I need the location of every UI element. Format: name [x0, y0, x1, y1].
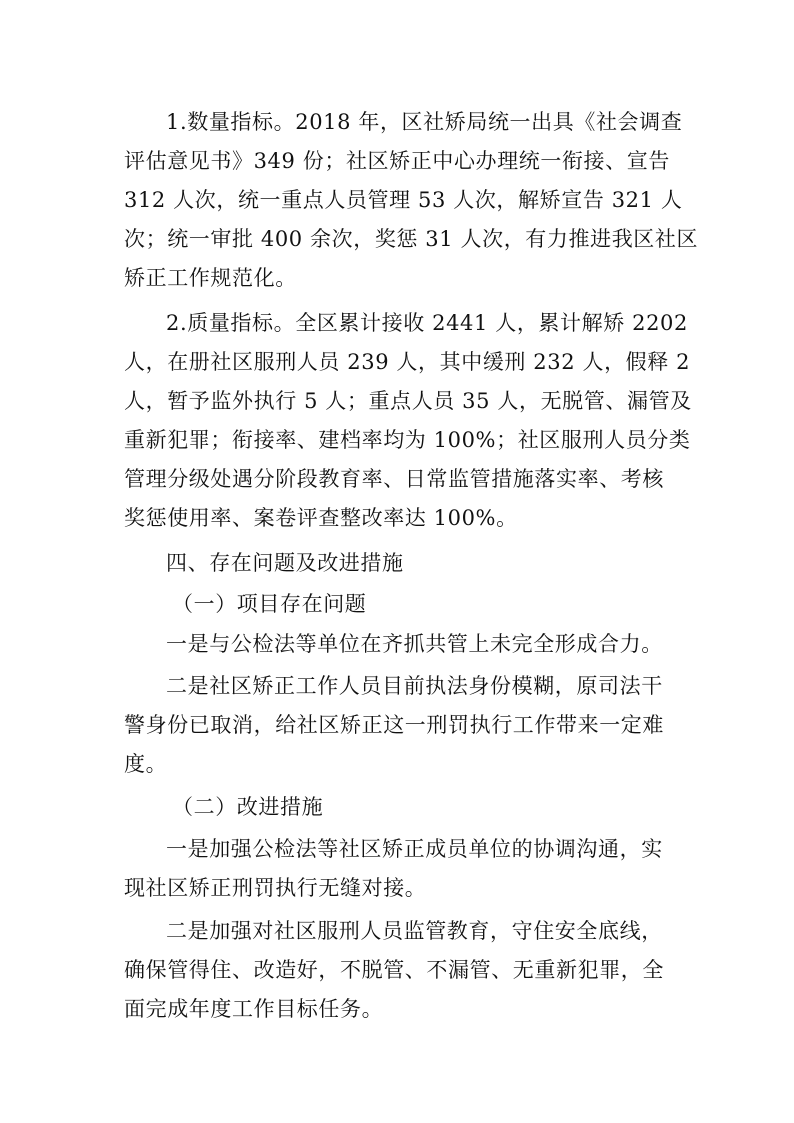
paragraph-quality-line-1: 2.质量指标。全区累计接收 2441 人，累计解矫 2202: [166, 311, 688, 335]
paragraph-measure2-line-3: 面完成年度工作目标任务。: [124, 997, 384, 1021]
paragraph-measure2-line-2: 确保管得住、改造好，不脱管、不漏管、无重新犯罪，全: [124, 958, 664, 982]
paragraph-measure1-line-1: 一是加强公检法等社区矫正成员单位的协调沟通，实: [166, 837, 663, 861]
section-heading-problems-and-measures: 四、存在问题及改进措施: [166, 551, 404, 575]
paragraph-quality-line-4: 重新犯罪；衔接率、建档率均为 100%；社区服刑人员分类: [124, 428, 691, 452]
paragraph-measure2-line-1: 二是加强对社区服刑人员监管教育，守住安全底线，: [166, 919, 663, 943]
paragraph-quality-line-5: 管理分级处遇分阶段教育率、日常监管措施落实率、考核: [124, 467, 664, 491]
subheading-measures: （二）改进措施: [172, 795, 324, 819]
paragraph-quantity-line-1: 1.数量指标。2018 年，区社矫局统一出具《社会调查: [166, 110, 683, 134]
paragraph-quantity-line-3: 312 人次，统一重点人员管理 53 人次，解矫宣告 321 人: [124, 188, 683, 212]
paragraph-problem2-line-2: 警身份已取消，给社区矫正这一刑罚执行工作带来一定难: [124, 713, 664, 737]
paragraph-problem2-line-3: 度。: [124, 752, 168, 776]
paragraph-quantity-line-2: 评估意见书》349 份；社区矫正中心办理统一衔接、宣告: [124, 149, 670, 173]
paragraph-quantity-line-4: 次；统一审批 400 余次，奖惩 31 人次，有力推进我区社区: [124, 227, 699, 251]
paragraph-quality-line-6: 奖惩使用率、案卷评查整改率达 100%。: [124, 506, 518, 530]
paragraph-quantity-line-5: 矫正工作规范化。: [124, 266, 297, 290]
paragraph-measure1-line-2: 现社区矫正刑罚执行无缝对接。: [124, 876, 427, 900]
paragraph-problem2-line-1: 二是社区矫正工作人员目前执法身份模糊，原司法干: [166, 674, 663, 698]
paragraph-quality-line-2: 人，在册社区服刑人员 239 人，其中缓刑 232 人，假释 2: [124, 350, 691, 374]
paragraph-quality-line-3: 人，暂予监外执行 5 人；重点人员 35 人，无脱管、漏管及: [124, 389, 692, 413]
subheading-problems: （一）项目存在问题: [172, 592, 367, 616]
paragraph-problem1-line-1: 一是与公检法等单位在齐抓共管上未完全形成合力。: [166, 632, 663, 656]
